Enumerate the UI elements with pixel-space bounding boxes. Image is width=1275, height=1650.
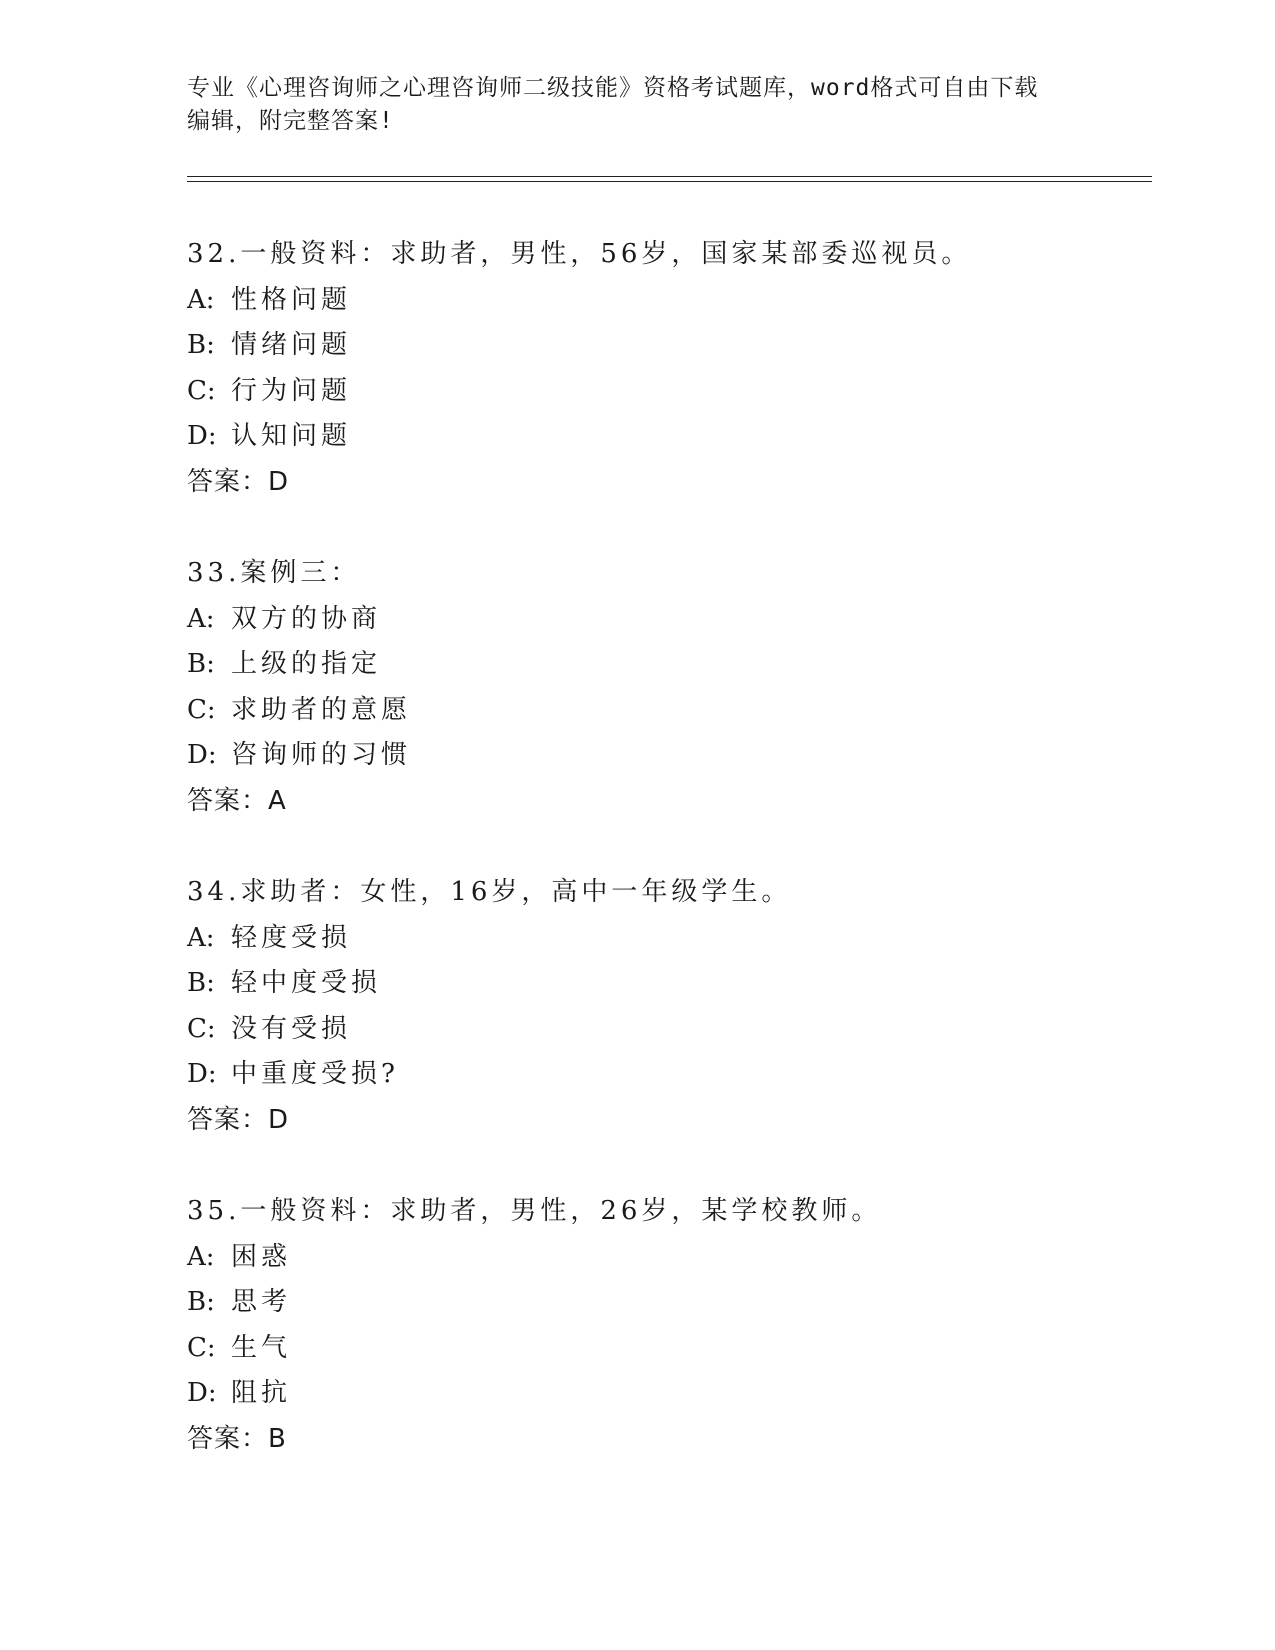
option-letter: A:	[187, 1241, 215, 1272]
option-text: 中重度受损?	[231, 1059, 399, 1089]
answer-line: 答案：D	[187, 1104, 290, 1135]
header-line-1: 专业《心理咨询师之心理咨询师二级技能》资格考试题库，word格式可自由下载	[187, 75, 1039, 101]
option-c	[187, 1326, 1137, 1372]
question-35	[187, 1189, 1137, 1462]
option-b	[187, 642, 1137, 688]
option-letter: D:	[187, 740, 217, 770]
question-stem: 32.一般资料：求助者，男性，56岁，国家某部委巡视员。	[187, 239, 972, 269]
option-text: 性格问题	[231, 284, 352, 315]
option-text: 困惑	[231, 1241, 292, 1272]
option-text: 轻度受损	[231, 922, 352, 953]
option-letter: D:	[187, 421, 217, 451]
option-letter: C:	[187, 1013, 216, 1044]
option-text: 上级的指定	[231, 649, 382, 679]
option-b	[187, 1280, 1137, 1326]
question-stem: 33.案例三：	[187, 558, 361, 588]
option-text: 双方的协商	[231, 603, 382, 634]
option-d	[187, 1371, 1137, 1417]
option-text: 求助者的意愿	[231, 694, 412, 725]
option-c	[187, 688, 1137, 734]
question-34	[187, 870, 1137, 1143]
option-c	[187, 1007, 1137, 1053]
option-c	[187, 369, 1137, 415]
option-text: 思考	[231, 1287, 292, 1317]
option-b	[187, 961, 1137, 1007]
option-a	[187, 597, 1137, 643]
document-header	[187, 72, 1087, 138]
option-letter: A:	[187, 284, 215, 315]
header-divider-bottom	[187, 181, 1152, 182]
option-letter: C:	[187, 1332, 216, 1363]
option-d	[187, 1052, 1137, 1098]
option-a	[187, 1235, 1137, 1281]
option-letter: B:	[187, 1287, 215, 1317]
option-letter: B:	[187, 330, 215, 360]
answer-line: 答案：D	[187, 466, 290, 497]
option-letter: C:	[187, 694, 216, 725]
option-text: 没有受损	[231, 1013, 352, 1044]
option-letter: A:	[187, 603, 215, 634]
option-letter: B:	[187, 649, 215, 679]
option-d	[187, 414, 1137, 460]
question-stem: 35.一般资料：求助者，男性，26岁，某学校教师。	[187, 1196, 882, 1226]
option-letter: D:	[187, 1378, 217, 1408]
option-text: 生气	[231, 1332, 292, 1363]
question-stem: 34.求助者：女性，16岁，高中一年级学生。	[187, 877, 792, 907]
option-text: 认知问题	[231, 421, 352, 451]
option-d	[187, 733, 1137, 779]
option-letter: B:	[187, 968, 215, 998]
option-b	[187, 323, 1137, 369]
option-text: 轻中度受损	[231, 968, 382, 998]
question-33	[187, 551, 1137, 824]
answer-line: 答案：B	[187, 1423, 287, 1454]
option-text: 行为问题	[231, 375, 352, 406]
option-a	[187, 278, 1137, 324]
option-letter: A:	[187, 922, 215, 953]
answer-line: 答案：A	[187, 785, 287, 816]
header-line-2: 编辑，附完整答案!	[187, 108, 394, 134]
option-letter: C:	[187, 375, 216, 406]
header-divider-top	[187, 176, 1152, 177]
question-32	[187, 232, 1137, 505]
option-text: 情绪问题	[231, 330, 352, 360]
option-a	[187, 916, 1137, 962]
option-letter: D:	[187, 1059, 217, 1089]
option-text: 咨询师的习惯	[231, 740, 412, 770]
option-text: 阻抗	[231, 1378, 292, 1408]
